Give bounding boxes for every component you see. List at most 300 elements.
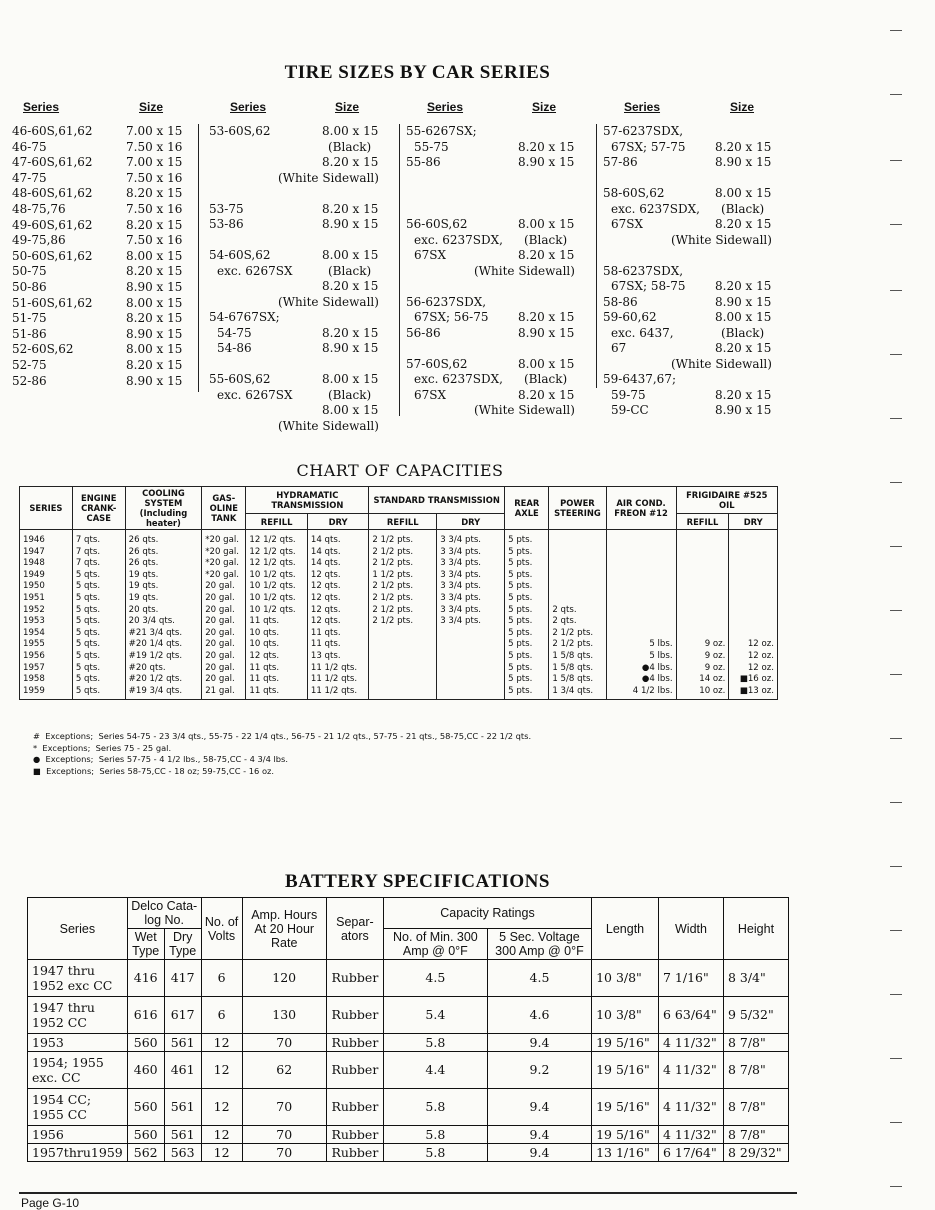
table-cell (606, 558, 676, 570)
table-cell: 19 5/16" (592, 1034, 659, 1052)
table-cell: 562 (127, 1144, 164, 1162)
table-row (20, 570, 778, 582)
table-cell: 1947 (20, 547, 73, 559)
table-cell: 10 3/8" (592, 997, 659, 1034)
binder-tick (890, 610, 902, 611)
tire-series: 54-75 (217, 325, 252, 340)
table-cell (369, 651, 437, 663)
tire-series: exc. 6437, (611, 325, 674, 340)
table-cell (549, 593, 606, 605)
tire-size: 8.20 x 15 (518, 387, 575, 402)
tire-series: 67SX (611, 217, 644, 231)
tire-size: (Black) (328, 387, 372, 402)
tire-size: (White Sidewall) (671, 232, 772, 247)
table-cell (676, 605, 729, 617)
table-cell: 6 (201, 997, 242, 1034)
tire-series: 55-75 (414, 139, 449, 154)
table-cell: 5.4 (383, 997, 487, 1034)
table-cell: 5 pts. (505, 593, 549, 605)
table-cell: 5 pts. (505, 639, 549, 651)
table-cell: 1956 (20, 651, 73, 663)
tire-series: 67SX; 57-75 (611, 139, 686, 154)
tire-series: 53-75 (209, 201, 244, 216)
table-cell: 19 qts. (125, 581, 202, 593)
table-row (28, 1126, 789, 1144)
tire-series: 50-75 (12, 264, 47, 279)
table-cell: 9.4 (487, 1089, 591, 1126)
tire-size: 8.90 x 15 (322, 341, 379, 355)
table-cell: 4.6 (487, 997, 591, 1034)
tire-column-divider (596, 124, 597, 388)
table-cell (437, 628, 505, 640)
table-cell (549, 570, 606, 582)
tire-size: 8.20 x 15 (322, 279, 379, 293)
tire-size: 8.90 x 15 (322, 217, 379, 231)
table-cell: 3 3/4 pts. (437, 570, 505, 582)
table-cell: 11 qts. (246, 686, 307, 700)
tire-series: 56-86 (406, 325, 441, 340)
col-axle: REAR AXLE (505, 487, 549, 530)
tire-size: 8.00 x 15 (322, 124, 379, 138)
table-row (28, 997, 789, 1034)
table-row (28, 1144, 789, 1162)
battery-title: BATTERY SPECIFICATIONS (285, 871, 550, 892)
table-cell: 20 gal. (202, 616, 246, 628)
table-cell: 8 7/8" (723, 1052, 788, 1089)
table-cell: 5 pts. (505, 605, 549, 617)
tire-series: 54-86 (217, 341, 252, 355)
tire-header-size: Size (335, 100, 360, 114)
table-cell (606, 530, 676, 547)
tire-header-series: Series (23, 100, 60, 114)
table-cell: 1955 (20, 639, 73, 651)
table-cell: 14 qts. (307, 558, 368, 570)
table-cell: 11 qts. (246, 674, 307, 686)
binder-tick (890, 930, 902, 931)
table-row (28, 960, 789, 997)
tire-series: 47-75 (12, 170, 47, 185)
table-cell (437, 651, 505, 663)
table-cell: 21 gal. (202, 686, 246, 700)
table-cell: 12 (201, 1126, 242, 1144)
tire-series: 57-6237SDX, (603, 124, 684, 138)
table-cell: 560 (127, 1034, 164, 1052)
table-cell: 12 (201, 1089, 242, 1126)
col-hydra-dry: DRY (307, 514, 368, 530)
tire-size: 8.90 x 15 (715, 403, 772, 417)
table-cell: 4 11/32" (659, 1089, 724, 1126)
table-cell: 5 pts. (505, 530, 549, 547)
table-cell: 7 qts. (72, 547, 125, 559)
table-cell: 20 gal. (202, 651, 246, 663)
table-cell: 561 (164, 1126, 201, 1144)
table-cell: 5 qts. (72, 570, 125, 582)
col-battery-series: Series (28, 898, 128, 960)
table-cell: 20 gal. (202, 628, 246, 640)
tire-column-divider (399, 124, 400, 416)
tire-size: 8.00 x 15 (126, 342, 183, 357)
binder-tick (890, 290, 902, 291)
tire-series: 46-75 (12, 139, 47, 154)
table-cell: 12 qts. (307, 605, 368, 617)
col-frig-dry: DRY (729, 514, 778, 530)
table-cell: 20 gal. (202, 674, 246, 686)
battery-table (27, 897, 789, 1162)
table-cell: 1 5/8 qts. (549, 663, 606, 675)
tire-series: 51-75 (12, 311, 47, 326)
table-cell: 26 qts. (125, 547, 202, 559)
binder-tick (890, 160, 902, 161)
col-volts: No. of Volts (201, 898, 242, 960)
tire-size: (White Sidewall) (671, 356, 772, 371)
table-cell: 5 qts. (72, 581, 125, 593)
footnote: # Exceptions; Series 54-75 - 23 3/4 qts., 55-75 - 22 1/4 qts., 56-75 - 21 1/2 qts., 57-75 - 21 qts., 58-75,CC - 22 1/2 qts. (33, 731, 532, 741)
table-cell: 7 qts. (72, 530, 125, 547)
table-cell: 10 1/2 qts. (246, 593, 307, 605)
binder-tick (890, 802, 902, 803)
tire-series: 53-60S,62 (209, 124, 271, 138)
table-row (20, 581, 778, 593)
table-cell: 8 7/8" (723, 1034, 788, 1052)
tire-series: 47-60S,61,62 (12, 155, 93, 170)
table-cell (369, 686, 437, 700)
table-cell: 5 pts. (505, 686, 549, 700)
table-row (28, 1089, 789, 1126)
table-row (20, 674, 778, 686)
table-cell (369, 663, 437, 675)
tire-size: 8.20 x 15 (715, 217, 772, 231)
tire-header-size: Size (139, 100, 164, 114)
table-cell: 560 (127, 1089, 164, 1126)
col-frigidaire: FRIGIDAIRE #525 OIL (676, 487, 777, 514)
tire-series: 67 (611, 341, 627, 355)
table-row (20, 628, 778, 640)
table-cell: 5 pts. (505, 547, 549, 559)
table-cell: 1953 (28, 1034, 128, 1052)
tire-series: 50-86 (12, 280, 47, 294)
table-cell: 14 qts. (307, 547, 368, 559)
table-cell: Rubber (326, 1144, 383, 1162)
tire-header-size: Size (532, 100, 557, 114)
table-cell: 561 (164, 1034, 201, 1052)
tire-series: 51-86 (12, 326, 47, 341)
table-cell (729, 616, 778, 628)
table-cell (729, 605, 778, 617)
table-cell: 10 qts. (246, 639, 307, 651)
tire-series: 52-75 (12, 358, 47, 372)
table-cell: #21 3/4 qts. (125, 628, 202, 640)
table-cell: 19 5/16" (592, 1089, 659, 1126)
table-cell: 12 1/2 qts. (246, 547, 307, 559)
tire-size: 8.00 x 15 (715, 186, 772, 200)
table-cell: 1956 (28, 1126, 128, 1144)
tire-size: 7.50 x 16 (126, 202, 183, 216)
tire-series: 67SX (414, 387, 447, 402)
table-cell (729, 581, 778, 593)
binder-tick (890, 482, 902, 483)
table-cell: 5 qts. (72, 605, 125, 617)
table-cell: 2 1/2 pts. (369, 547, 437, 559)
table-cell: 1949 (20, 570, 73, 582)
binder-tick (890, 30, 902, 31)
table-cell: 10 1/2 qts. (246, 605, 307, 617)
table-cell (549, 530, 606, 547)
table-cell: 20 gal. (202, 593, 246, 605)
table-cell: 1 1/2 pts. (369, 570, 437, 582)
table-cell: 1954 (20, 628, 73, 640)
tire-series: exc. 6267SX (217, 263, 293, 278)
table-cell: 2 1/2 pts. (369, 616, 437, 628)
tire-series: exc. 6267SX (217, 387, 293, 402)
tire-series: 52-60S,62 (12, 342, 74, 357)
tire-size: 8.00 x 15 (518, 356, 575, 371)
col-length: Length (592, 898, 659, 960)
tire-size: 8.90 x 15 (518, 325, 575, 340)
table-cell: 14 oz. (676, 674, 729, 686)
capacities-notes (33, 731, 531, 777)
tire-size: 8.00 x 15 (322, 248, 379, 262)
tire-size: (Black) (328, 263, 372, 278)
tire-series: 46-60S,61,62 (12, 124, 93, 138)
table-cell: 11 1/2 qts. (307, 686, 368, 700)
col-width: Width (659, 898, 724, 960)
table-cell: *20 gal. (202, 570, 246, 582)
tire-size: (White Sidewall) (278, 418, 379, 433)
col-series: SERIES (20, 487, 73, 530)
table-cell: 8 3/4" (723, 960, 788, 997)
tire-size: 8.20 x 15 (126, 217, 183, 232)
table-cell: Rubber (326, 1034, 383, 1052)
table-cell: 5 qts. (72, 628, 125, 640)
tire-series: exc. 6237SDX, (414, 372, 503, 386)
col-capacity: Capacity Ratings (383, 898, 591, 929)
table-cell: 26 qts. (125, 558, 202, 570)
tire-size: 8.20 x 15 (322, 201, 379, 216)
table-cell: 5 qts. (72, 639, 125, 651)
table-cell (606, 605, 676, 617)
tire-series: 52-86 (12, 373, 47, 388)
tire-size: (Black) (328, 139, 372, 154)
tire-size: 8.20 x 15 (715, 387, 772, 402)
binder-tick (890, 418, 902, 419)
table-cell: ●4 lbs. (606, 663, 676, 675)
table-cell (606, 581, 676, 593)
table-cell: 561 (164, 1089, 201, 1126)
table-cell: 12 1/2 qts. (246, 530, 307, 547)
table-cell: 1947 thru 1952 exc CC (28, 960, 128, 997)
table-cell: 5 pts. (505, 651, 549, 663)
tire-column-divider (198, 124, 199, 392)
tire-series: 50-60S,61,62 (12, 248, 93, 263)
table-cell: 5 pts. (505, 581, 549, 593)
table-cell: 5 pts. (505, 570, 549, 582)
table-cell: #19 3/4 qts. (125, 686, 202, 700)
table-cell: 5 lbs. (606, 651, 676, 663)
tire-series: 67SX; 58-75 (611, 279, 686, 293)
tire-header-series: Series (427, 100, 464, 114)
tire-size: 8.20 x 15 (126, 264, 183, 279)
table-cell: 70 (242, 1034, 326, 1052)
tire-series: 55-6267SX; (406, 124, 477, 138)
tire-size: 8.20 x 15 (715, 341, 772, 355)
table-cell: 5 pts. (505, 663, 549, 675)
col-height: Height (723, 898, 788, 960)
table-cell: 5 qts. (72, 616, 125, 628)
col-power: POWER STEERING (549, 487, 606, 530)
capacities-title: CHART OF CAPACITIES (296, 461, 504, 480)
tire-size: (Black) (721, 201, 765, 216)
table-cell: 1953 (20, 616, 73, 628)
table-cell: 4 11/32" (659, 1126, 724, 1144)
tire-series: 48-60S,61,62 (12, 186, 93, 201)
tire-size: (Black) (524, 232, 568, 247)
table-cell: 9.4 (487, 1034, 591, 1052)
tire-size: 8.90 x 15 (126, 280, 183, 294)
table-cell: Rubber (326, 1052, 383, 1089)
table-cell: 3 3/4 pts. (437, 605, 505, 617)
table-cell: 8 7/8" (723, 1089, 788, 1126)
table-cell: #20 1/4 qts. (125, 639, 202, 651)
col-dry: Dry Type (164, 929, 201, 960)
binder-tick (890, 866, 902, 867)
footnote: ● Exceptions; Series 57-75 - 4 1/2 lbs., 58-75,CC - 4 3/4 lbs. (33, 754, 289, 764)
table-cell: 2 1/2 pts. (549, 639, 606, 651)
table-cell: 1954 CC; 1955 CC (28, 1089, 128, 1126)
table-cell: 11 1/2 qts. (307, 663, 368, 675)
table-row (20, 663, 778, 675)
table-cell: 5.8 (383, 1034, 487, 1052)
table-cell: ●4 lbs. (606, 674, 676, 686)
tire-size: 7.50 x 16 (126, 170, 183, 185)
table-cell: 9 oz. (676, 639, 729, 651)
table-cell (676, 558, 729, 570)
tire-size: 8.90 x 15 (126, 373, 183, 388)
table-cell: 19 qts. (125, 570, 202, 582)
tire-series: 55-60S,62 (209, 372, 271, 386)
tire-size: (White Sidewall) (278, 170, 379, 185)
table-cell: Rubber (326, 960, 383, 997)
table-cell: 19 5/16" (592, 1126, 659, 1144)
table-cell: 616 (127, 997, 164, 1034)
table-cell: 11 1/2 qts. (307, 674, 368, 686)
footer-rule (19, 1192, 797, 1194)
binder-tick (890, 674, 902, 675)
table-cell: 617 (164, 997, 201, 1034)
tire-series: 49-75,86 (12, 233, 66, 248)
tire-size: 8.90 x 15 (126, 326, 183, 341)
table-cell: 4 11/32" (659, 1052, 724, 1089)
table-cell: 3 3/4 pts. (437, 593, 505, 605)
table-cell: 1954; 1955 exc. CC (28, 1052, 128, 1089)
tire-series: 59-6437,67; (603, 372, 676, 386)
table-cell (369, 674, 437, 686)
table-cell: 2 qts. (549, 605, 606, 617)
table-cell: 7 qts. (72, 558, 125, 570)
table-cell: 3 3/4 pts. (437, 530, 505, 547)
table-cell (729, 570, 778, 582)
table-cell: 3 3/4 pts. (437, 581, 505, 593)
table-cell: 10 oz. (676, 686, 729, 700)
tire-size: (Black) (524, 372, 568, 386)
table-cell: 3 3/4 pts. (437, 616, 505, 628)
tire-series: 59-60,62 (603, 310, 657, 324)
table-cell: 8 7/8" (723, 1126, 788, 1144)
table-cell: 12 qts. (307, 616, 368, 628)
tire-series: 57-60S,62 (406, 356, 468, 371)
table-cell (676, 581, 729, 593)
table-cell: 5 pts. (505, 674, 549, 686)
tire-size: 8.20 x 15 (715, 279, 772, 293)
table-cell: 10 qts. (246, 628, 307, 640)
col-air: AIR COND. FREON #12 (606, 487, 676, 530)
table-cell (369, 628, 437, 640)
binder-tick (890, 994, 902, 995)
col-amp-hours: Amp. Hours At 20 Hour Rate (242, 898, 326, 960)
table-cell: 12 (201, 1144, 242, 1162)
table-cell: 417 (164, 960, 201, 997)
table-cell: 1952 (20, 605, 73, 617)
table-cell (729, 547, 778, 559)
binder-tick (890, 94, 902, 95)
tire-series: 58-6237SDX, (603, 263, 684, 278)
table-cell: 1957thru1959 (28, 1144, 128, 1162)
table-row (20, 547, 778, 559)
table-cell: *20 gal. (202, 530, 246, 547)
table-cell: 9.2 (487, 1052, 591, 1089)
table-cell: 1959 (20, 686, 73, 700)
col-delco: Delco Cata-log No. (127, 898, 201, 929)
tire-size: 8.20 x 15 (126, 358, 183, 372)
table-cell: 2 1/2 pts. (549, 628, 606, 640)
table-cell: Rubber (326, 997, 383, 1034)
table-row (20, 686, 778, 700)
table-cell: 1948 (20, 558, 73, 570)
tire-size: 8.20 x 15 (518, 310, 575, 324)
footnote: ■ Exceptions; Series 58-75,CC - 18 oz; 59-75,CC - 16 oz. (33, 765, 275, 776)
tire-size: (Black) (721, 325, 765, 340)
table-cell: 4 11/32" (659, 1034, 724, 1052)
table-cell: 2 1/2 pts. (369, 530, 437, 547)
tire-series: 54-6767SX; (209, 310, 280, 324)
table-cell: 8 29/32" (723, 1144, 788, 1162)
table-cell: 20 gal. (202, 639, 246, 651)
tire-size: (White Sidewall) (278, 294, 379, 309)
table-cell: 2 1/2 pts. (369, 581, 437, 593)
table-cell: 2 1/2 pts. (369, 593, 437, 605)
table-cell (606, 593, 676, 605)
binder-tick (890, 546, 902, 547)
table-cell: *20 gal. (202, 547, 246, 559)
table-cell (606, 570, 676, 582)
binder-tick (890, 1186, 902, 1187)
table-cell: 5 qts. (72, 593, 125, 605)
tire-series: 58-60S,62 (603, 186, 665, 200)
table-cell: 10 1/2 qts. (246, 570, 307, 582)
col-hydramatic: HYDRAMATIC TRANSMISSION (246, 487, 369, 514)
table-cell (549, 547, 606, 559)
col-std-refill: REFILL (369, 514, 437, 530)
table-cell: 461 (164, 1052, 201, 1089)
table-cell: 12 qts. (307, 570, 368, 582)
tire-size: 8.90 x 15 (715, 155, 772, 169)
table-cell (549, 558, 606, 570)
col-frig-refill: REFILL (676, 514, 729, 530)
tire-header-series: Series (230, 100, 267, 114)
table-cell: 4.5 (487, 960, 591, 997)
table-cell: 11 qts. (246, 663, 307, 675)
table-cell: 5 qts. (72, 651, 125, 663)
table-cell: #20 1/2 qts. (125, 674, 202, 686)
